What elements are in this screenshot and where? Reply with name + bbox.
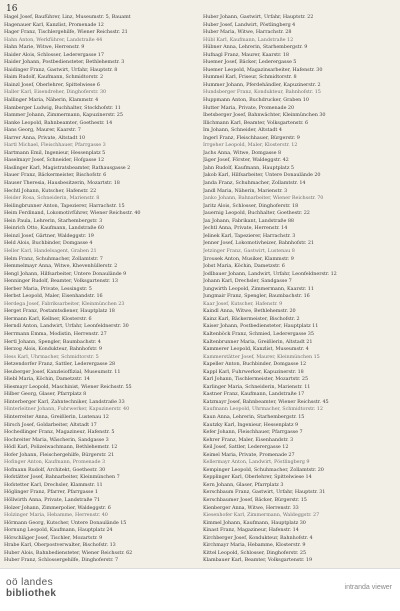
directory-entry: Ingerl Franz, Fleischhauer, Bürgerstr. 9: [203, 134, 300, 141]
directory-entry: Hödl Karl, Polizeiwachmann, Bethlehemstr. 12: [4, 444, 118, 451]
directory-entry: Jaritz Alois, Schlosser, Dinghoferstr. 18: [203, 202, 299, 209]
directory-entry: Heinzl Josef, Gärtner, Waldeggstr. 19: [4, 232, 94, 239]
viewer-footer: [0, 568, 400, 611]
directory-entry: Hagenauer Karl, Kanzlist, Promenade 12: [4, 21, 104, 28]
directory-entry: Heinrich Otto, Kaufmann, Landstraße 60: [4, 225, 104, 232]
logo-line-1: oö landes: [6, 577, 53, 588]
directory-entry: Haller Karl, Eisendreher, Dinghoferstr. 30: [4, 89, 107, 96]
directory-entry: Haidinger Franz, Gastwirt, Urfahr, Hauptstr. 8: [4, 66, 118, 73]
directory-entry: Hallinger Maria, Näherin, Klammstr. 4: [4, 97, 99, 104]
directory-entry: Hemmelmayr Anna, Witwe, Khevenhüllerstr. 2: [4, 263, 118, 270]
directory-entry: Hofer Johann, Fleischergehilfe, Bürgerstr. 21: [4, 451, 115, 458]
directory-entry: Jenner Josef, Lokomotivheizer, Bahnhofstr. 21: [203, 240, 315, 247]
directory-entry: Hochedlinger Franz, Magazineur, Hafenstr. 5: [4, 429, 115, 436]
directory-entry: Huber Franz, Schlossergehilfe, Dinghoferstr. 7: [4, 557, 119, 564]
directory-entry: Hartmann Emil, Ingenieur, Hessenplatz 5: [4, 149, 106, 156]
directory-entry: Kirchmayr Maria, Hebamme, Klosterstr. 9: [203, 542, 306, 549]
directory-entry: Hofinger Anton, Kaufmann, Promenade 3: [4, 459, 106, 466]
directory-entry: Hahn Marie, Witwe, Herrenstr. 9: [4, 44, 85, 51]
directory-entry: Kaufmann Leopold, Uhrmacher, Schmidtorstr. 12: [203, 406, 323, 413]
directory-entry: Karl Johann, Tischlermeister, Mozartstr. 25: [203, 376, 309, 383]
directory-entry: Kerschbaumer Josef, Bäcker, Bürgerstr. 15: [203, 497, 307, 503]
directory-entry: Kammerer Leopold, Kanzlist, Museumstr. 4: [203, 346, 309, 353]
directory-entry: Heilingbrunner Anton, Tapezierer, Harrachstr. 15: [4, 202, 125, 209]
directory-entry: Hummel Karl, Friseur, Schmidtorstr. 8: [203, 74, 297, 81]
directory-entry: Holzinger Maria, Hebamme, Herrenstr. 40: [4, 512, 108, 519]
directory-entry: Klambauer Karl, Beamter, Volksgartenstr. 19: [203, 557, 313, 564]
directory-entry: Kellermayr Anton, Landwirt, Pöstlingberg 9: [203, 459, 310, 466]
directory-entry: Heim Ferdinand, Lokomotivführer, Wiener Reichsstr. 40: [4, 210, 141, 217]
directory-entry: Hirsch Josef, Goldarbeiter, Altstadt 17: [4, 421, 97, 428]
directory-entry: Huber Johann, Gastwirt, Urfahr, Hauptstr. 22: [203, 14, 314, 20]
directory-entry: Hans Georg, Maurer, Kaarstr. 7: [4, 127, 81, 134]
directory-entry: Jahn Rudolf, Kaufmann, Hauptplatz 5: [203, 164, 294, 171]
directory-entry: Höglinger Franz, Pfarrer, Pfarrgasse 1: [4, 489, 98, 496]
directory-entry: Kern Johann, Glaser, Pfarrplatz 3: [203, 481, 284, 488]
directory-entry: Hengl Johann, Hilfsarbeiter, Untere Donaulände 9: [4, 270, 127, 277]
directory-entry: Hutter Maria, Private, Promenade 20: [203, 104, 295, 111]
directory-entry: Herzog Alois, Kondukteur, Bahnhofstr. 9: [4, 346, 102, 353]
directory-entry: Kimmel Johann, Kaufmann, Hauptplatz 30: [203, 519, 306, 526]
directory-entry: Hübner Anna, Lehrerin, Starhembergstr. 9: [203, 44, 308, 51]
directory-entry: Hauer Franz, Bäckermeister, Bischofstr. 6: [4, 172, 107, 179]
directory-entry: Kapeller Anton, Buchbinder, Domgasse 12: [203, 361, 307, 368]
directory-entry: Herbst Leopold, Maler, Eisenhandstr. 16: [4, 293, 103, 300]
directory-entry: Jelinek Karl, Tapezierer, Harrachstr. 3: [203, 232, 296, 239]
directory-entry: Kefer Johann, Fleischhauer, Pfarrgasse 7: [203, 429, 303, 436]
directory-entry: Hinterberger Karl, Zahntechniker, Landstraße 33: [4, 398, 125, 405]
directory-entry: Jachs Anna, Witwe, Domgasse 8: [203, 149, 282, 156]
directory-entry: Hilber Georg, Glaser, Pfarrplatz 8: [4, 391, 87, 398]
directory-entry: Hübl Karl, Kaufmann, Landstraße 12: [203, 36, 294, 43]
directory-entry: Karlinger Maria, Schneiderin, Marienstr. 11: [203, 383, 311, 390]
directory-entry: Hamberger Ludwig, Buchhalter, Stockhofstr. 11: [4, 104, 121, 111]
directory-entry: Haider Alois, Schlosser, Lederergasse 17: [4, 51, 104, 58]
directory-entry: Hein Paula, Lehrerin, Starhembergstr. 3: [4, 217, 103, 224]
directory-entry: Heider Rosa, Schneiderin, Marienstr. 8: [4, 195, 100, 202]
directory-entry: Huber Alois, Bahnbediensteter, Wiener Reichsstr. 62: [4, 549, 133, 556]
directory-entry: Hess Karl, Uhrmacher, Schmidtorstr. 5: [4, 353, 99, 360]
directory-entry: Kepplinger Karl, Oberlehrer, Spittelwiese 14: [203, 474, 312, 481]
directory-entry: Kaar Josef, Kutscher, Hafenstr. 9: [203, 300, 283, 307]
directory-entry: Kiesenhofer Karl, Zimmermann, Waldeggstr. 27: [203, 512, 320, 519]
directory-entry: Kinast Franz, Magazineur, Hafenstr. 14: [203, 527, 299, 534]
left-column: [4, 14, 194, 565]
directory-entry: Ibetsberger Josef, Bahnwächter, Kleinmünchen 30: [203, 112, 326, 119]
directory-entry: Keimel Maria, Private, Promenade 27: [203, 451, 295, 458]
directory-entry: Haselmayr Josef, Schneider, Hofgasse 12: [4, 157, 105, 164]
directory-entry: Haslinger Karl, Magistratsbeamter, Rathausgasse 2: [4, 164, 131, 171]
directory-entry: Huemer Josef, Bäcker, Lederergasse 5: [203, 59, 297, 66]
directory-entry: Kienberger Anna, Witwe, Herrenstr. 33: [203, 504, 299, 511]
directory-entry: Harrer Anna, Private, Altstadt 10: [4, 134, 86, 141]
directory-entry: Hermann Karl, Kellner, Klosterstr. 6: [4, 315, 92, 322]
directory-entry: Herrmann Emma, Modistin, Herrenstr. 27: [4, 330, 107, 337]
directory-entry: Hinterleitner Johann, Fuhrwerker, Kapuzinerstr. 40: [4, 406, 130, 413]
directory-entry: Hammer Johann, Zimmermann, Kapuzinerstr. 25: [4, 112, 123, 119]
directory-entry: Jauernig Leopold, Buchhalter, Goethestr. 22: [203, 210, 310, 217]
directory-entry: Janko Johann, Bahnarbeiter, Wiener Reichsstr. 70: [203, 195, 324, 202]
directory-entry: Jobst Maria, Köchin, Dametzstr. 6: [203, 263, 285, 270]
directory-entry: Helm Franz, Schuhmacher, Zollamtstr. 7: [4, 255, 103, 262]
directory-entry: Huemer Leopold, Magazinsarbeiter, Hafenstr. 30: [203, 66, 323, 73]
directory-entry: Haider Johann, Postbediensteter, Bethlehemstr. 3: [4, 59, 125, 66]
directory-entry: Herdega Josef, Fabriksarbeiter, Kleinmünchen 23: [4, 300, 125, 307]
directory-entry: Kainz Karl, Bäckermeister, Bischofstr. 2: [203, 315, 300, 322]
directory-entry: Janda Franz, Schuhmacher, Zollamtstr. 14: [203, 180, 306, 187]
directory-entry: Kappl Karl, Fuhrwerker, Kapuzinerstr. 18: [203, 368, 304, 375]
directory-entry: Hummer Johann, Pferdehändler, Kapuzinerstr. 2: [203, 81, 321, 88]
directory-entry: Hörschläger Josef, Tischler, Mozartstr. 9: [4, 534, 103, 541]
directory-entry: Jirousek Anton, Musiker, Klammstr. 9: [203, 255, 294, 262]
directory-entry: Herndl Anton, Landwirt, Urfahr, Leonfeldnerstr. 30: [4, 323, 129, 330]
directory-entry: Hornung Leopold, Kaufmann, Hauptplatz 24: [4, 527, 113, 534]
directory-entry: Hinterreiter Anna, Greißlerin, Lustenau 12: [4, 413, 109, 420]
right-column: [203, 14, 393, 565]
directory-entry: Jungwirth Leopold, Zimmermann, Kaarstr. 11: [203, 285, 314, 292]
directory-entry: Huber Maria, Witwe, Harrachstr. 28: [203, 29, 292, 36]
directory-entry: Hainzl Josef, Oberlehrer, Spittelwiese 6: [4, 81, 100, 88]
directory-entry: Katzmayr Josef, Bahnbeamter, Wiener Reichsstr. 45: [203, 398, 329, 405]
directory-entry: Jandl Maria, Näherin, Marienstr. 3: [203, 187, 288, 194]
directory-entry: Hiesmayr Leopold, Maschinist, Wiener Reichsstr. 55: [4, 383, 132, 390]
library-logo[interactable]: [6, 577, 56, 599]
directory-entry: Kittel Leopold, Schlosser, Dinghoferstr. 25: [203, 549, 307, 556]
directory-entry: Kerschbaum Franz, Gastwirt, Urfahr, Hauptstr. 31: [203, 489, 326, 496]
directory-entry: Held Alois, Buchbinder, Domgasse 4: [4, 240, 93, 247]
directory-entry: Hertl Johann, Spengler, Baumbachstr. 4: [4, 338, 101, 345]
directory-entry: Haim Rudolf, Kaufmann, Schmidtorstr. 2: [4, 74, 104, 81]
directory-entry: Kaltenböck Franz, Schmied, Lederergasse 35: [203, 330, 314, 337]
directory-entry: Kirchberger Josef, Kondukteur, Bahnhofstr. 4: [203, 534, 313, 541]
directory-entry: Hofstetter Karl, Drechsler, Klammstr. 11: [4, 481, 103, 488]
directory-entry: Herber Maria, Private, Lessingstr. 5: [4, 285, 92, 292]
directory-entry: Kehrer Franz, Maler, Eisenhandstr. 3: [203, 436, 294, 443]
directory-entry: Heller Karl, Handelsagent, Graben 21: [4, 247, 97, 254]
directory-entry: Illichmann Karl, Beamter, Volksgartenstr. 6: [203, 119, 309, 126]
logo-line-2: bibliothek: [6, 588, 57, 599]
directory-entry: Jetzinger Franz, Gastwirt, Lustenau 8: [203, 247, 295, 254]
directory-entry: Hahn Anton, Werkführer, Landstraße 44: [4, 36, 103, 43]
directory-entry: Kammerstätter Josef, Maurer, Kleinmünchen 15: [203, 353, 320, 360]
directory-entry: Hanke Leopold, Bahnbeamter, Goethestr. 14: [4, 119, 113, 126]
directory-entry: Höllwirth Anna, Private, Landstraße 71: [4, 497, 101, 503]
directory-entry: Johann Karl, Drechsler, Sandgasse 7: [203, 278, 292, 285]
directory-entry: Hufnagl Franz, Maurer, Kaarstr. 18: [203, 51, 289, 58]
directory-entry: Hofmann Rudolf, Architekt, Goethestr. 30: [4, 466, 106, 473]
directory-entry: Holzer Johann, Zimmerpolier, Waldeggstr. 6: [4, 504, 111, 511]
directory-entry: Kaltenbrunner Maria, Greißlerin, Altstadt 21: [203, 338, 313, 345]
directory-entry: Hechtl Johann, Kutscher, Hafenstr. 22: [4, 187, 97, 194]
directory-entry: Kaun Anna, Lehrerin, Starhembergstr. 15: [203, 413, 305, 420]
directory-entry: Jungmair Franz, Spengler, Baumbachstr. 16: [203, 293, 310, 300]
directory-entry: Kempinger Leopold, Schuhmacher, Zollamtstr. 20: [203, 466, 324, 473]
directory-entry: Heuberger Josef, Kanzleioffizial, Museumstr. 11: [4, 368, 121, 375]
viewer-brand-link[interactable]: intranda viewer: [344, 584, 392, 591]
directory-entry: Hofstätter Josef, Bahnarbeiter, Kleinmünchen 7: [4, 474, 120, 481]
directory-entry: Jechtl Anna, Private, Herrenstr. 14: [203, 225, 288, 232]
directory-entry: Jax Johann, Fabrikant, Landstraße 88: [203, 217, 294, 224]
directory-entry: Hartl Michael, Fleischhauer, Pfarrgasse 3: [4, 142, 106, 149]
directory-entry: Huber Josef, Landwirt, Pöstlingberg 4: [203, 21, 296, 28]
directory-entry: Henninger Rudolf, Beamter, Volksgartenstr. 13: [4, 278, 118, 285]
directory-entry: Irrgeher Leopold, Maler, Klosterstr. 12: [203, 142, 298, 149]
directory-entry: Herget Franz, Postamtsdiener, Hauptplatz 18: [4, 308, 115, 315]
directory-entry: Jakob Karl, Hilfsarbeiter, Untere Donaulände 20: [203, 172, 321, 179]
directory-entry: Kaiser Johann, Postbediensteter, Hauptplatz 11: [203, 323, 319, 330]
directory-entry: Jodlbauer Johann, Landwirt, Urfahr, Leonfeldnerstr. 12: [203, 270, 337, 277]
directory-entry: Hörmann Georg, Kutscher, Untere Donaulände 15: [4, 519, 127, 526]
directory-entry: Hiebl Maria, Köchin, Dametzstr. 14: [4, 376, 90, 383]
directory-entry: Hagel Josef, Bauführer, Linz, Museumstr. 5, Bauamt: [4, 14, 131, 20]
directory-entry: Kaindl Anna, Witwe, Bethlehemstr. 20: [203, 308, 296, 315]
directory-entry: Jäger Josef, Förster, Waldeggstr. 42: [203, 157, 289, 164]
directory-entry: Kastner Franz, Kaufmann, Landstraße 17: [203, 391, 305, 398]
page-number: 16: [6, 4, 18, 14]
directory-entry: Hauser Theresia, Hausbesitzerin, Mozartstr. 18: [4, 180, 120, 187]
directory-entry: Hager Franz, Tischlergehilfe, Wiener Reichsstr. 21: [4, 29, 128, 36]
directory-entry: Hrabe Karl, Oberpostverwalter, Bischofstr. 13: [4, 542, 116, 549]
directory-entry: Hochreiter Maria, Wäscherin, Sandgasse 3: [4, 436, 109, 443]
directory-entry: Keil Josef, Sattler, Lederergasse 12: [203, 444, 289, 451]
directory-entry: Hetzendorfer Franz, Sattler, Lederergasse 28: [4, 361, 116, 368]
directory-entry: Huppmann Anton, Buchdrucker, Graben 10: [203, 97, 309, 104]
directory-entry: Hundsberger Franz, Kondukteur, Bahnhofstr. 15: [203, 89, 321, 96]
directory-entry: Im Johann, Schneider, Altstadt 4: [203, 127, 282, 134]
directory-entry: Kautzky Karl, Ingenieur, Hessenplatz 9: [203, 421, 299, 428]
